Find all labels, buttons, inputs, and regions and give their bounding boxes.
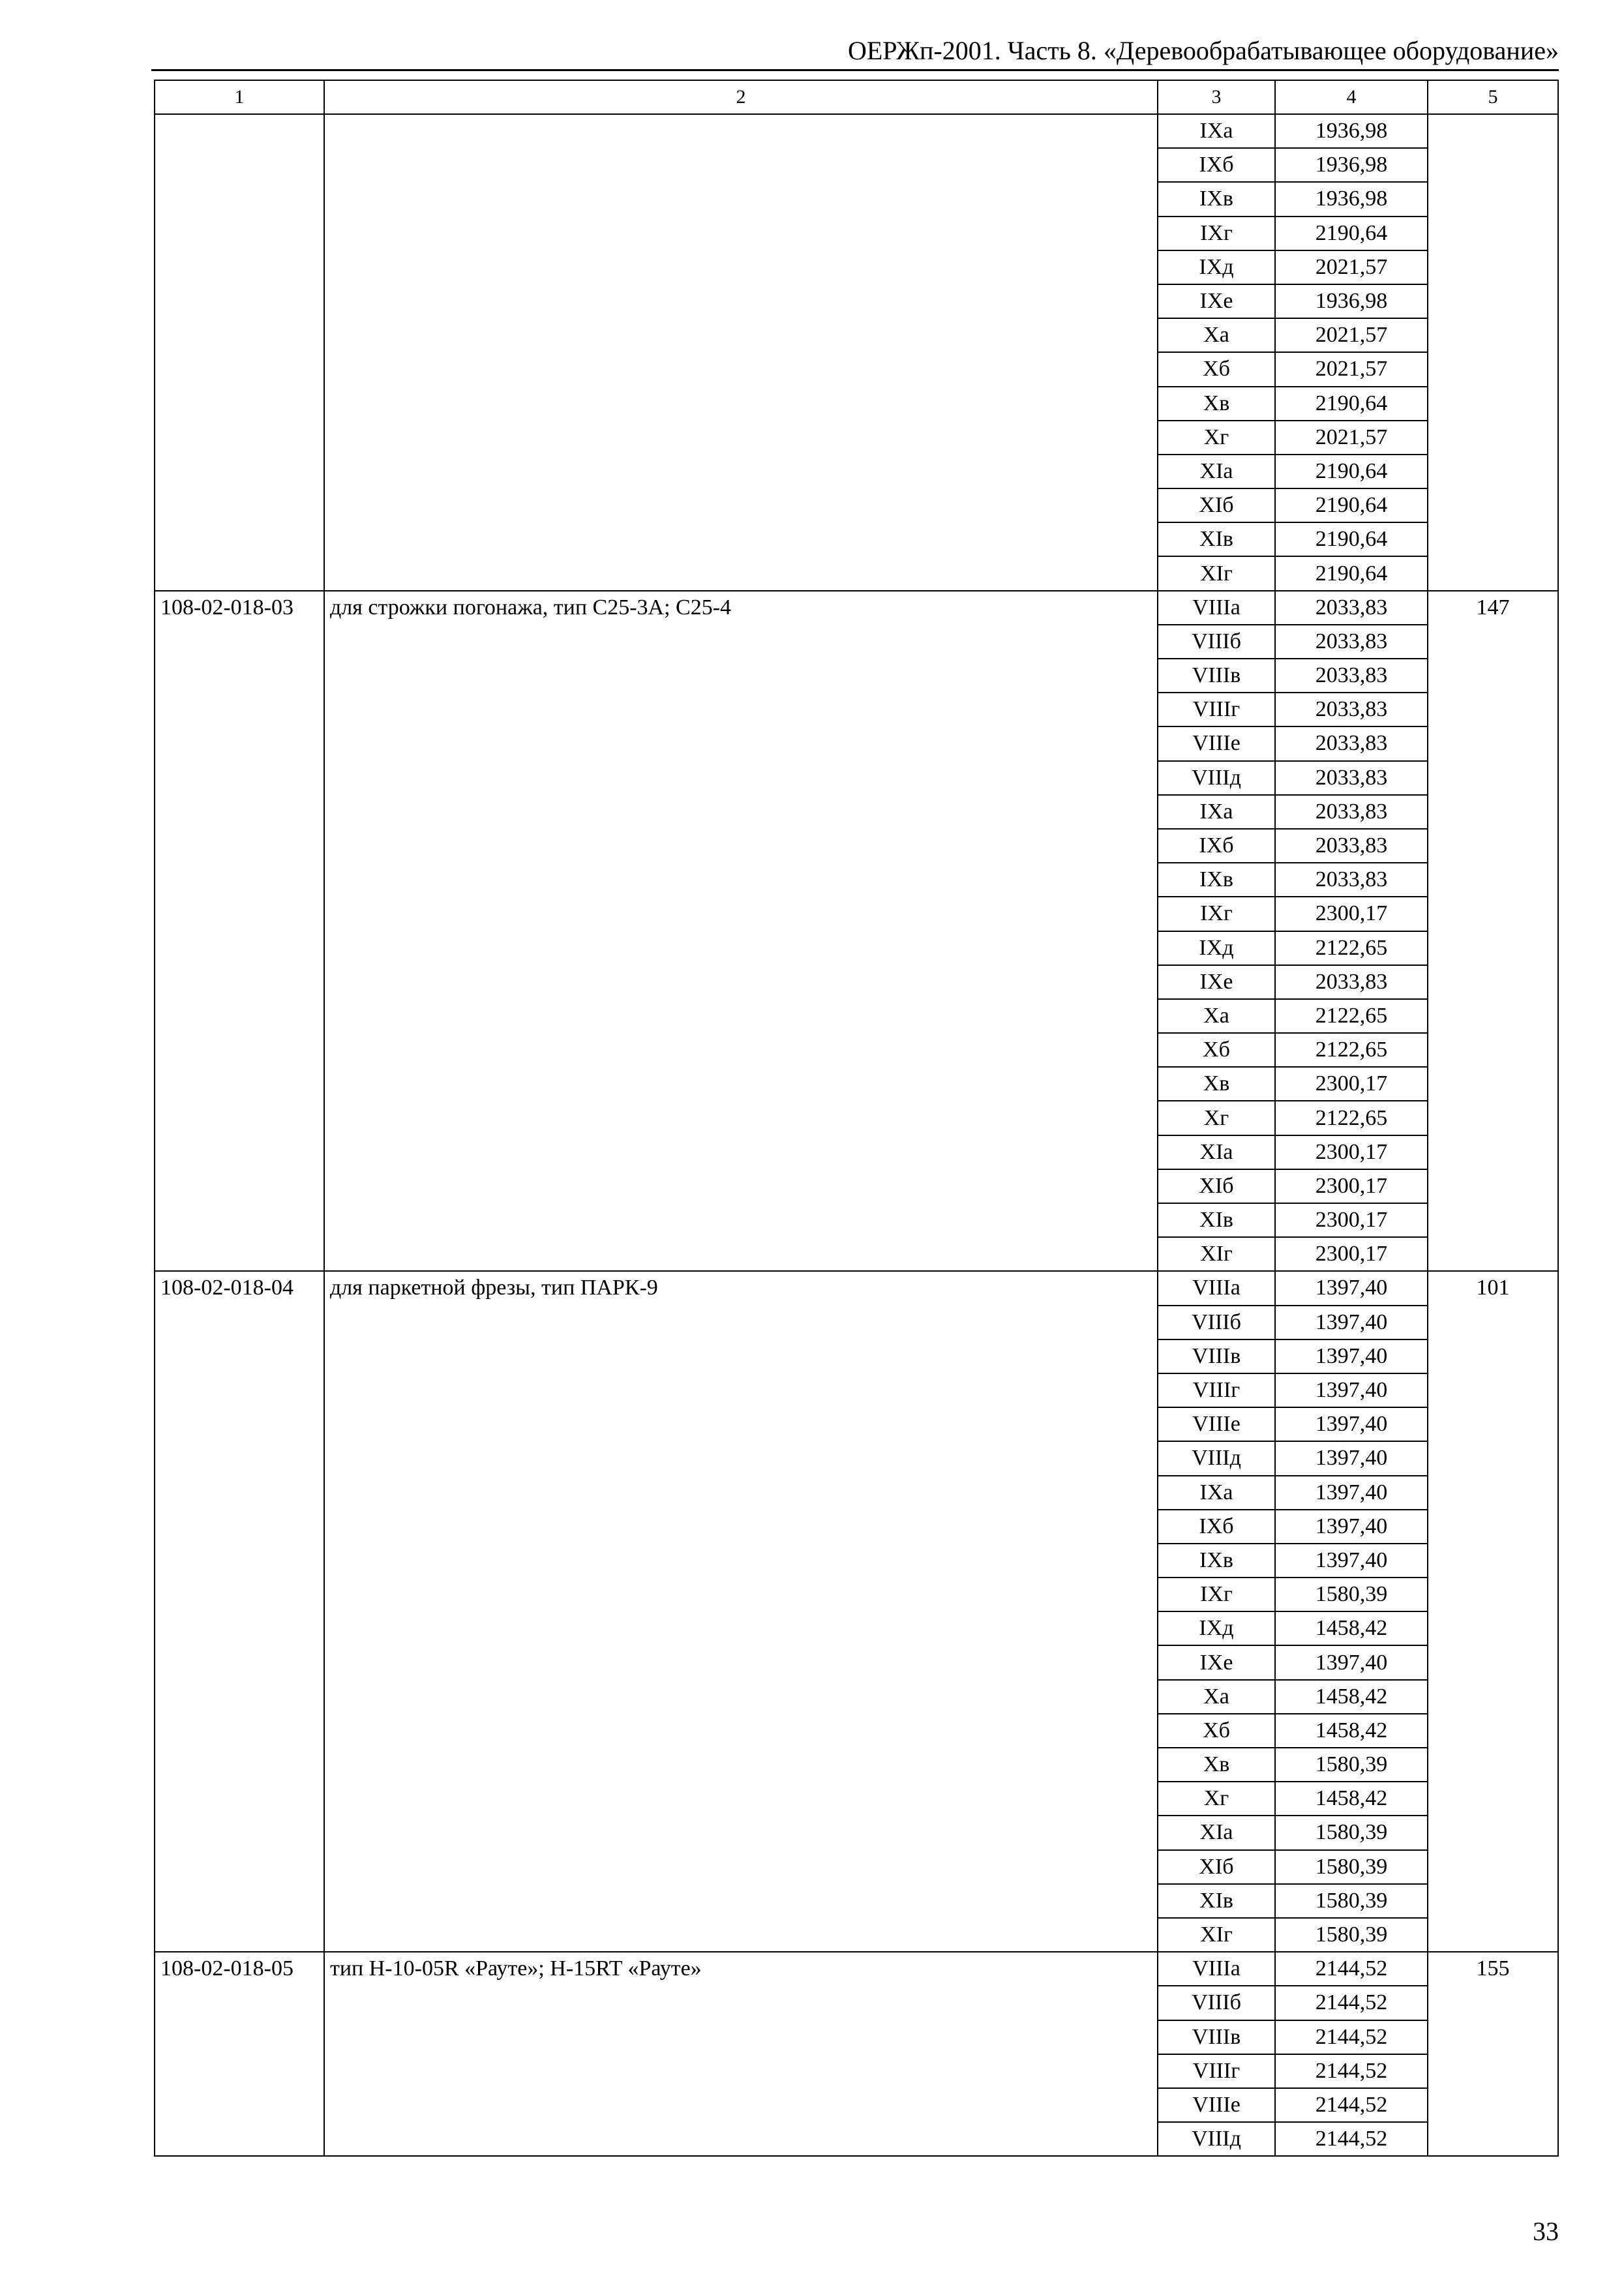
- zone-cell: IXе: [1158, 965, 1275, 999]
- price-cell: 1458,42: [1275, 1611, 1428, 1645]
- zone-cell: IXд: [1158, 931, 1275, 965]
- zone-cell: VIIIв: [1158, 1339, 1275, 1373]
- zone-cell: XIв: [1158, 522, 1275, 556]
- price-cell: 2122,65: [1275, 931, 1428, 965]
- price-cell: 1397,40: [1275, 1306, 1428, 1339]
- zone-cell: Xв: [1158, 387, 1275, 421]
- zone-cell: XIв: [1158, 1884, 1275, 1918]
- column-number-row: [155, 80, 1558, 114]
- column-header: 2: [324, 80, 1158, 114]
- zone-cell: XIв: [1158, 1203, 1275, 1237]
- price-cell: 1458,42: [1275, 1680, 1428, 1714]
- price-cell: 2190,64: [1275, 455, 1428, 488]
- price-cell: 2033,83: [1275, 693, 1428, 726]
- price-cell: 1397,40: [1275, 1441, 1428, 1475]
- zone-cell: IXв: [1158, 182, 1275, 216]
- price-cell: 2033,83: [1275, 829, 1428, 863]
- price-cell: 2144,52: [1275, 2088, 1428, 2122]
- value-cell: [1428, 114, 1558, 591]
- price-cell: 2190,64: [1275, 488, 1428, 522]
- price-cell: 2033,83: [1275, 659, 1428, 693]
- price-cell: 2033,83: [1275, 863, 1428, 897]
- price-cell: 2190,64: [1275, 387, 1428, 421]
- zone-cell: Xа: [1158, 318, 1275, 352]
- price-cell: 2300,17: [1275, 1203, 1428, 1237]
- price-cell: 2122,65: [1275, 1033, 1428, 1067]
- price-cell: 1458,42: [1275, 1714, 1428, 1748]
- zone-cell: IXд: [1158, 250, 1275, 284]
- price-cell: 1580,39: [1275, 1578, 1428, 1611]
- price-cell: 2190,64: [1275, 522, 1428, 556]
- price-cell: 1397,40: [1275, 1645, 1428, 1679]
- price-cell: 1397,40: [1275, 1476, 1428, 1510]
- value-cell: 101: [1428, 1271, 1558, 1952]
- price-cell: 2144,52: [1275, 1986, 1428, 2020]
- price-cell: 2300,17: [1275, 897, 1428, 931]
- zone-cell: VIIIб: [1158, 1306, 1275, 1339]
- price-cell: 2122,65: [1275, 999, 1428, 1033]
- price-cell: 2144,52: [1275, 2122, 1428, 2156]
- price-cell: 2021,57: [1275, 352, 1428, 386]
- zone-cell: IXе: [1158, 1645, 1275, 1679]
- zone-cell: XIа: [1158, 1135, 1275, 1169]
- zone-cell: VIIIа: [1158, 1271, 1275, 1305]
- table-body: [155, 114, 1558, 2156]
- price-cell: 1936,98: [1275, 284, 1428, 318]
- resource-code-cell: [155, 114, 324, 591]
- price-cell: 2033,83: [1275, 726, 1428, 760]
- price-cell: 1397,40: [1275, 1339, 1428, 1373]
- price-cell: 1936,98: [1275, 114, 1428, 148]
- resource-name-cell: для паркетной фрезы, тип ПАРК-9: [324, 1271, 1158, 1952]
- zone-cell: XIг: [1158, 556, 1275, 590]
- price-cell: 2190,64: [1275, 556, 1428, 590]
- resource-code-cell: 108-02-018-03: [155, 591, 324, 1272]
- price-table: [154, 80, 1559, 2157]
- column-header: 4: [1275, 80, 1428, 114]
- price-cell: 1397,40: [1275, 1407, 1428, 1441]
- price-cell: 1936,98: [1275, 182, 1428, 216]
- price-cell: 1580,39: [1275, 1918, 1428, 1952]
- zone-cell: IXг: [1158, 217, 1275, 250]
- zone-cell: XIг: [1158, 1918, 1275, 1952]
- zone-cell: Xб: [1158, 352, 1275, 386]
- zone-cell: VIIIг: [1158, 1373, 1275, 1407]
- zone-cell: Xа: [1158, 999, 1275, 1033]
- price-cell: 2021,57: [1275, 250, 1428, 284]
- zone-cell: Xв: [1158, 1748, 1275, 1782]
- price-cell: 2033,83: [1275, 625, 1428, 659]
- column-header: 1: [155, 80, 324, 114]
- zone-cell: XIг: [1158, 1237, 1275, 1271]
- zone-cell: IXа: [1158, 1476, 1275, 1510]
- zone-cell: VIIIа: [1158, 1952, 1275, 1986]
- price-cell: 2144,52: [1275, 2020, 1428, 2054]
- price-cell: 1397,40: [1275, 1510, 1428, 1544]
- page-header-title: ОЕРЖп-2001. Часть 8. «Деревообрабатывающее оборудование»: [847, 36, 1559, 65]
- price-cell: 2190,64: [1275, 217, 1428, 250]
- zone-cell: VIIIа: [1158, 591, 1275, 625]
- zone-cell: VIIIг: [1158, 2054, 1275, 2088]
- zone-cell: VIIIд: [1158, 761, 1275, 795]
- price-cell: 2021,57: [1275, 421, 1428, 455]
- price-cell: 2144,52: [1275, 2054, 1428, 2088]
- price-cell: 1580,39: [1275, 1816, 1428, 1849]
- price-cell: 1458,42: [1275, 1782, 1428, 1816]
- zone-cell: IXа: [1158, 114, 1275, 148]
- zone-cell: VIIIе: [1158, 2088, 1275, 2122]
- zone-cell: IXв: [1158, 1544, 1275, 1578]
- zone-cell: Xб: [1158, 1033, 1275, 1067]
- zone-cell: Xг: [1158, 421, 1275, 455]
- price-cell: 2300,17: [1275, 1067, 1428, 1101]
- price-cell: 2300,17: [1275, 1135, 1428, 1169]
- zone-cell: VIIIе: [1158, 1407, 1275, 1441]
- zone-cell: XIа: [1158, 455, 1275, 488]
- resource-name-cell: для строжки погонажа, тип С25-3А; С25-4: [324, 591, 1158, 1272]
- price-cell: 2122,65: [1275, 1101, 1428, 1135]
- zone-cell: IXд: [1158, 1611, 1275, 1645]
- table-row: [155, 114, 1558, 148]
- zone-cell: XIб: [1158, 1169, 1275, 1203]
- price-cell: 2021,57: [1275, 318, 1428, 352]
- zone-cell: Xг: [1158, 1101, 1275, 1135]
- column-header: 3: [1158, 80, 1275, 114]
- resource-name-cell: [324, 114, 1158, 591]
- column-header: 5: [1428, 80, 1558, 114]
- table-row: [155, 1271, 1558, 1305]
- zone-cell: VIIIб: [1158, 625, 1275, 659]
- zone-cell: VIIIб: [1158, 1986, 1275, 2020]
- zone-cell: XIб: [1158, 488, 1275, 522]
- table-row: [155, 1952, 1558, 1986]
- zone-cell: IXв: [1158, 863, 1275, 897]
- price-cell: 1580,39: [1275, 1748, 1428, 1782]
- page-number: 33: [1533, 2217, 1559, 2246]
- price-cell: 2033,83: [1275, 795, 1428, 829]
- resource-code-cell: 108-02-018-04: [155, 1271, 324, 1952]
- zone-cell: VIIIе: [1158, 726, 1275, 760]
- resource-name-cell: тип Н-10-05R «Рауте»; Н-15RT «Рауте»: [324, 1952, 1158, 2156]
- zone-cell: Xв: [1158, 1067, 1275, 1101]
- value-cell: 155: [1428, 1952, 1558, 2156]
- zone-cell: VIIIд: [1158, 1441, 1275, 1475]
- zone-cell: VIIIг: [1158, 693, 1275, 726]
- price-cell: 1397,40: [1275, 1373, 1428, 1407]
- zone-cell: XIа: [1158, 1816, 1275, 1849]
- zone-cell: IXб: [1158, 829, 1275, 863]
- zone-cell: IXб: [1158, 148, 1275, 182]
- zone-cell: VIIIв: [1158, 659, 1275, 693]
- zone-cell: IXг: [1158, 897, 1275, 931]
- price-cell: 2033,83: [1275, 965, 1428, 999]
- price-cell: 2033,83: [1275, 761, 1428, 795]
- zone-cell: IXе: [1158, 284, 1275, 318]
- zone-cell: VIIIд: [1158, 2122, 1275, 2156]
- zone-cell: IXг: [1158, 1578, 1275, 1611]
- price-cell: 1936,98: [1275, 148, 1428, 182]
- price-cell: 2144,52: [1275, 1952, 1428, 1986]
- resource-code-cell: 108-02-018-05: [155, 1952, 324, 2156]
- price-cell: 2033,83: [1275, 591, 1428, 625]
- price-cell: 2300,17: [1275, 1237, 1428, 1271]
- price-cell: 1580,39: [1275, 1884, 1428, 1918]
- zone-cell: IXа: [1158, 795, 1275, 829]
- price-cell: 1397,40: [1275, 1271, 1428, 1305]
- zone-cell: XIб: [1158, 1850, 1275, 1884]
- price-cell: 1397,40: [1275, 1544, 1428, 1578]
- zone-cell: VIIIв: [1158, 2020, 1275, 2054]
- zone-cell: Xа: [1158, 1680, 1275, 1714]
- zone-cell: IXб: [1158, 1510, 1275, 1544]
- price-cell: 1580,39: [1275, 1850, 1428, 1884]
- price-cell: 2300,17: [1275, 1169, 1428, 1203]
- zone-cell: Xг: [1158, 1782, 1275, 1816]
- value-cell: 147: [1428, 591, 1558, 1272]
- zone-cell: Xб: [1158, 1714, 1275, 1748]
- table-row: [155, 591, 1558, 625]
- header-rule: [151, 69, 1559, 71]
